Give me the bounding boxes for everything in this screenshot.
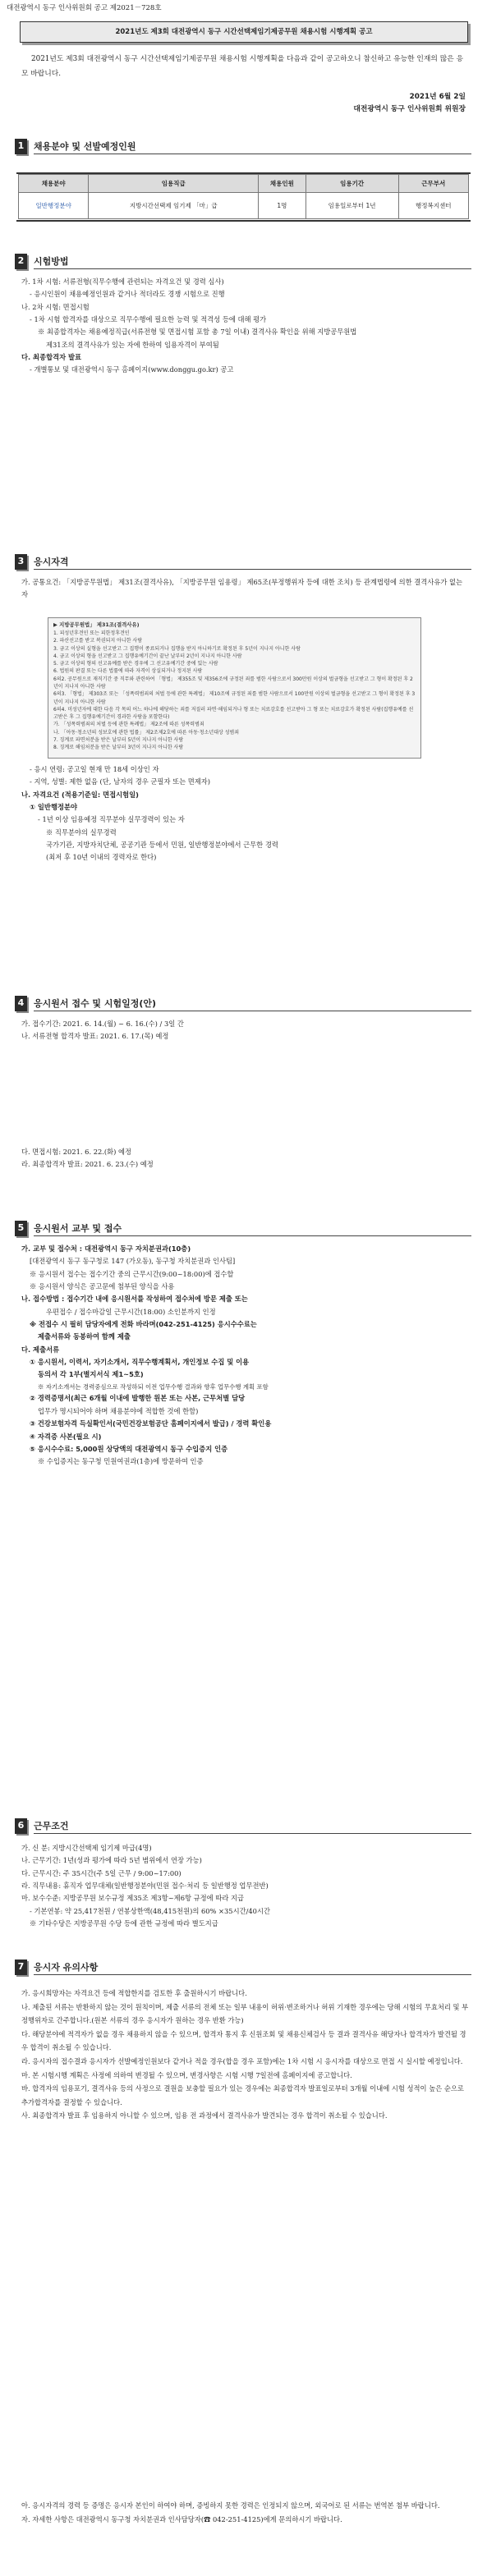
note-line: 마. 본 시험시행 계획은 사정에 의하여 변경될 수 있으며, 변경사항은 시험 시행 7일전에 홈페이지에 공고합니다. bbox=[21, 2070, 352, 2079]
section-2-number: 2 bbox=[15, 254, 27, 269]
table-cell: 행정복지센터 bbox=[398, 193, 468, 219]
schedule-line: 다. 면접시험: 2021. 6. 22.(화) 예정 bbox=[21, 1148, 132, 1156]
eligibility-line: (최저 후 10년 이내의 경력자로 한다) bbox=[46, 853, 157, 862]
disqualification-item: 1. 피성년후견인 또는 피한정후견인 bbox=[53, 630, 130, 636]
schedule-line: 라. 최종합격자 발표: 2021. 6. 23.(수) 예정 bbox=[21, 1160, 154, 1169]
section-5-title: 응시원서 교부 및 접수 bbox=[34, 1222, 122, 1234]
section-4-number: 4 bbox=[15, 996, 27, 1011]
disqualification-item: 나. 「아동·청소년의 성보호에 관한 법률」 제2조제2호에 따른 아동·청소년대상 성범죄 bbox=[53, 729, 240, 736]
eligibility-line: ※ 직무분야의 실무경력 bbox=[46, 827, 117, 837]
section-5-header bbox=[15, 1218, 471, 1236]
table-row bbox=[19, 193, 469, 219]
application-line: 동의서 각 1부(별지서식 제1~5호) bbox=[38, 1370, 144, 1379]
disqualification-item: 6. 법원의 판결 또는 다른 법률에 따라 자격이 상실되거나 정지된 사람 bbox=[53, 668, 203, 675]
disqualification-item: 6의3. 「형법」 제303조 또는 「성폭력범죄의 처벌 등에 관한 특례법」 제10조에 규정된 죄를 범한 사람으로서 100만원 이상의 벌금형을 선고받고 그 형이 확정된 후 3년이 지나지 아니한 사람 bbox=[53, 691, 416, 705]
table-cell: 일반행정분야 bbox=[19, 193, 89, 219]
application-line: ※ 전접수 시 필히 담당자에게 전화 바라며(042-251-4125) 응시수수료는 bbox=[30, 1320, 257, 1329]
application-line: ※ 응시원서 양식은 공고문에 첨부된 양식을 사용 bbox=[30, 1282, 175, 1291]
application-line: ※ 자기소개서는 경력중심으로 작성하되 이전 업무수행 결과와 향후 업무수행 계획 포함 bbox=[38, 1382, 269, 1391]
eligibility-common bbox=[21, 576, 469, 602]
disqualification-item: 6의4. 미성년자에 대한 다음 각 목의 어느 하나에 해당하는 죄를 저질러 파면·해임되거나 형 또는 치료감호를 선고받아 그 형 또는 치료감호가 확정된 사람(집행유예를 선고받은 후 그 집행유예기간이 경과한 사람을 포함한다) bbox=[53, 706, 414, 721]
section-7-number: 7 bbox=[15, 1960, 27, 1975]
eligibility-line: 나. 자격요건 (적용기준일: 면접시험일) bbox=[21, 790, 139, 799]
section-2-title: 시험방법 bbox=[34, 255, 69, 267]
disqualification-item: 7. 징계로 파면처분을 받은 날부터 5년이 지나지 아니한 사람 bbox=[53, 737, 184, 744]
note-line: 자. 자세한 사항은 대전광역시 동구청 자치분권과 인사담당자(☎ 042-251-4125)에게 문의하시기 바랍니다. bbox=[21, 2514, 342, 2523]
application-line: 다. 제출서류 bbox=[21, 1345, 60, 1354]
application-line: 나. 접수방법 : 접수기간 내에 응시원서를 작성하여 접수처에 방문 제출 또는 bbox=[21, 1295, 248, 1304]
exam-line: - 개별통보 및 대전광역시 동구 홈페이지(www.donggu.go.kr) 공고 bbox=[30, 365, 234, 374]
application-line: 우편접수 / 접수마감일 근무시간(18:00) 소인분까지 인정 bbox=[46, 1307, 216, 1316]
section-4-header bbox=[15, 993, 471, 1011]
section-3-header bbox=[15, 552, 471, 570]
exam-method-block bbox=[21, 276, 469, 377]
work-conditions-block bbox=[21, 1842, 469, 1930]
disqualification-item: 6의2. 공무원으로 재직기간 중 직무와 관련하여 「형법」 제355조 및 제356조에 규정된 죄를 범한 사람으로서 300만원 이상의 벌금형을 선고받고 그 형이 확정된 후 2년이 지나지 아니한 사람 bbox=[53, 676, 413, 690]
disqualification-item: 4. 금고 이상의 형을 선고받고 그 집행유예기간이 끝난 날부터 2년이 지나지 아니한 사람 bbox=[53, 653, 242, 659]
schedule-line: 나. 서류전형 합격자 발표: 2021. 6. 17.(목) 예정 bbox=[21, 1032, 169, 1041]
section-6-header bbox=[15, 1816, 471, 1834]
eligibility-details bbox=[21, 763, 469, 864]
section-1-title: 채용분야 및 선발예정인원 bbox=[34, 140, 136, 152]
disqualification-item: 2. 파산선고를 받고 복권되지 아니한 사람 bbox=[53, 638, 142, 644]
note-line: 라. 응시자의 접수결과 응시자가 선발예정인원보다 같거나 적을 경우(합을 경우 포함)에는 1차 시험 시 응시자를 대상으로 면접 시 실시할 예정입니다. bbox=[21, 2056, 463, 2065]
condition-line: 가. 신 분: 지방시간선택제 임기제 마급(4명) bbox=[21, 1844, 152, 1852]
application-block bbox=[21, 1243, 469, 1469]
exam-line: - 응시인원이 채용예정인원과 같거나 적더라도 경쟁 시험으로 진행 bbox=[30, 290, 225, 299]
eligibility-line: 국가기관, 지방자치단체, 공공기관 등에서 민원, 일반행정분야에서 근무한 경력 bbox=[46, 841, 278, 850]
condition-line: 나. 근무기간: 1년(성과 평가에 따라 5년 범위에서 연장 가능) bbox=[21, 1856, 202, 1865]
eligibility-line: ① 일반행정분야 bbox=[30, 803, 78, 812]
eligibility-line: 가. 공통요건: 「지방공무원법」 제31조(결격사유), 「지방공무원 임용령」 제65조(부정행위자 등에 대한 조치) 등 관계법령에 의한 결격사유가 없는 자 bbox=[21, 578, 463, 599]
exam-line: - 1차 시험 합격자를 대상으로 직무수행에 필요한 능력 및 적격성 등에 대해 평가 bbox=[30, 315, 267, 324]
note-line: 다. 해당분야에 적격자가 없을 경우 채용하지 않을 수 있으며, 합격자 통지 후 신원조회 및 채용신체검사 등 결과 결격사유 해당자나 합격자가 발견될 경우 합격이 취소될 수 있습니다. bbox=[21, 2029, 466, 2052]
section-5-number: 5 bbox=[15, 1221, 27, 1236]
section-6-number: 6 bbox=[15, 1818, 27, 1834]
notice-date: 2021년 6월 2일 bbox=[409, 93, 466, 101]
disqualification-item: 가. 「성폭력범죄의 처벌 등에 관한 특례법」 제2조에 따른 성폭력범죄 bbox=[53, 722, 204, 728]
table-cell: 임용일로부터 1년 bbox=[306, 193, 398, 219]
notes-block-final bbox=[21, 2499, 469, 2526]
schedule-line: 가. 접수기간: 2021. 6. 14.(월) ~ 6. 16.(수) / 3일 간 bbox=[21, 1020, 184, 1028]
table-header: 채용분야 bbox=[19, 175, 89, 193]
committee-signature: 대전광역시 동구 인사위원회 위원장 bbox=[353, 105, 466, 113]
section-4-title: 응시원서 접수 및 시험일정(안) bbox=[34, 997, 157, 1009]
application-line: ⑤ 응시수수료: 5,000원 상당액의 대전광역시 동구 수입증지 인증 bbox=[30, 1444, 228, 1453]
note-line: 아. 응시자격의 경력 등 증명은 응시자 본인이 하여야 하며, 증빙하지 못한 경력은 인정되지 않으며, 외국어로 된 서류는 번역본 첨부 바랍니다. bbox=[21, 2501, 440, 2510]
recruitment-table bbox=[18, 174, 469, 219]
schedule-block-1 bbox=[21, 1018, 469, 1043]
application-line: ④ 자격증 사본(필요 시) bbox=[30, 1432, 102, 1441]
section-2-header bbox=[15, 251, 471, 269]
exam-line: 다. 최종합격자 발표 bbox=[21, 353, 82, 362]
disqualification-item: 5. 금고 이상의 형의 선고유예를 받은 경우에 그 선고유예기간 중에 있는 사람 bbox=[53, 661, 218, 667]
table-header: 임용직급 bbox=[89, 175, 259, 193]
note-line: 가. 응시희망자는 자격요건 등에 적합한지를 검토한 후 출원하시기 바랍니다. bbox=[21, 1989, 247, 1997]
application-line: 제출서류와 동봉하여 함께 제출 bbox=[38, 1332, 131, 1341]
note-line: 바. 합격자의 임용포기, 결격사유 등의 사정으로 결원을 보충할 필요가 있는 경우에는 최종합격자 발표일로부터 3개월 이내에 시험 성적이 높은 순으로 추가합격자를 결정할 수 있습니다. bbox=[21, 2084, 464, 2106]
exam-line: 제31조의 결격사유가 있는 자에 한하여 임용자격이 부여됨 bbox=[46, 340, 219, 349]
eligibility-line: - 지역, 성별: 제한 없음 (단, 남자의 경우 군필자 또는 면제자) bbox=[30, 777, 211, 786]
table-header: 근무부서 bbox=[398, 175, 468, 193]
disqualification-box bbox=[48, 617, 421, 759]
condition-line: - 기본연봉: 약 25,417천원 / 연봉상한액(48,415천원)의 60% ×35시간/40시간 bbox=[30, 1906, 270, 1915]
notes-block bbox=[21, 1987, 469, 2123]
disqualification-title: ▶ 지방공무원법」 제31조(결격사유) bbox=[53, 621, 140, 628]
application-line: ② 경력증명서(최근 6개월 이내에 발행한 원본 또는 사본, 근무처별 담당 bbox=[30, 1394, 246, 1403]
table-header: 임용기간 bbox=[306, 175, 398, 193]
section-7-title: 응시자 유의사항 bbox=[34, 1961, 99, 1973]
disqualification-item: 3. 금고 이상의 실형을 선고받고 그 집행이 종료되거나 집행을 받지 아니하기로 확정된 후 5년이 지나지 아니한 사람 bbox=[53, 645, 301, 652]
application-line: ※ 응시원서 접수는 접수기간 중의 근무시간(9:00~18:00)에 접수할 bbox=[30, 1269, 234, 1278]
note-line: 사. 최종합격자 발표 후 임용하지 아니할 수 있으며, 임용 전 과정에서 결격사유가 발견되는 경우 합격이 취소될 수 있습니다. bbox=[21, 2111, 388, 2120]
exam-line: 가. 1차 시험: 서류전형(직무수행에 관련되는 자격요건 및 경력 심사) bbox=[21, 277, 224, 286]
section-3-number: 3 bbox=[15, 554, 27, 570]
condition-line: 마. 보수수준: 지방공무원 보수규정 제35조 제3항~제6항 규정에 따라 지급 bbox=[21, 1894, 244, 1903]
condition-line: ※ 기타수당은 지방공무원 수당 등에 관한 규정에 따라 별도지급 bbox=[30, 1919, 218, 1928]
condition-line: 다. 근무시간: 주 35시간(주 5일 근무 / 9:00~17:00) bbox=[21, 1868, 181, 1877]
exam-line: ※ 최종합격자는 채용예정직급(서류전형 및 면접시험 포함 총 7일 이내) 결격사유 확인을 위해 지방공무원법 bbox=[38, 328, 357, 337]
application-line: [대전광역시 동구 동구청로 147 (가오동), 동구청 자치분권과 인사팀] bbox=[30, 1257, 236, 1266]
note-line: 나. 제출된 서류는 반환하지 않는 것이 원칙이며, 제출 서류의 전체 또는 일부 내용이 허위·변조하거나 허위 기재한 경우에는 당해 시험의 무효처리 및 부정행위자로 간주합니다.(원본 서류의 경우 응시자가 원하는 경우 반환 가능) bbox=[21, 2002, 469, 2025]
table-header: 채용인원 bbox=[259, 175, 306, 193]
section-3-title: 응시자격 bbox=[34, 556, 69, 567]
application-line: 업무가 명시되어야 하며 채용분야에 적합한 것에 한함) bbox=[38, 1406, 199, 1415]
section-1-number: 1 bbox=[15, 139, 27, 154]
application-line: ③ 건강보험자격 득실확인서(국민건강보험공단 홈페이지에서 발급) / 경력 확인용 bbox=[30, 1419, 272, 1428]
table-cell: 1명 bbox=[259, 193, 306, 219]
disqualification-item: 8. 징계로 해임처분을 받은 날부터 3년이 지나지 아니한 사람 bbox=[53, 745, 184, 751]
section-6-title: 근무조건 bbox=[34, 1820, 69, 1831]
application-line: ① 응시원서, 이력서, 자기소개서, 직무수행계획서, 개인정보 수집 및 이용 bbox=[30, 1358, 250, 1367]
doc-id: 대전광역시 동구 인사위원회 공고 제2021－728호 bbox=[7, 4, 162, 12]
condition-line: 라. 직무내용: 휴직자 업무대체(일반행정분야(민원 접수·처리 등 일반행정 업무전반) bbox=[21, 1882, 269, 1891]
application-line: 가. 교부 및 접수처 : 대전광역시 동구 자치분권과(10층) bbox=[21, 1244, 191, 1253]
section-1-header bbox=[15, 136, 471, 154]
application-line: ※ 수입증지는 동구청 민원여권과(1층)에 방문하여 인증 bbox=[38, 1457, 204, 1466]
notice-title: 2021년도 제3회 대전광역시 동구 시간선택제임기제공무원 채용시험 시행계획 공고 bbox=[20, 21, 468, 43]
exam-line: 나. 2차 시험: 면접시험 bbox=[21, 302, 90, 311]
section-7-header bbox=[15, 1957, 471, 1975]
table-cell: 지방시간선택제 임기제 「마」급 bbox=[89, 193, 259, 219]
schedule-block-2 bbox=[21, 1146, 469, 1171]
eligibility-line: - 응시 연령: 공고일 현재 만 18세 이상인 자 bbox=[30, 765, 159, 773]
intro-text: 2021년도 제3회 대전광역시 동구 시간선택제임기제공무원 채용시험 시행계획을 다음과 같이 공고하오니 참신하고 유능한 인재의 많은 응모 바랍니다. bbox=[21, 55, 464, 78]
eligibility-line: - 1년 이상 임용예정 직무분야 실무경력이 있는 자 bbox=[38, 815, 185, 824]
